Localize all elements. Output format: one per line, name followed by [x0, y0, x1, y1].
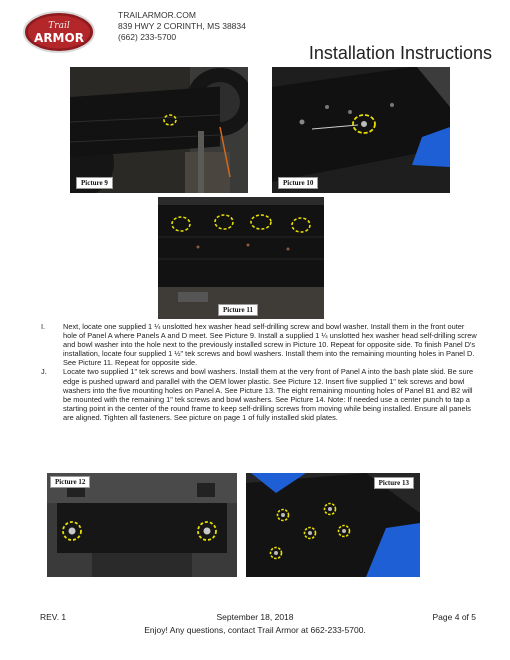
photo-picture-13: [246, 473, 420, 577]
step-text: Next, locate one supplied 1 ¼ unslotted hex washer head self-drilling screw and bowl washer. Install them in the front outer hole of Panel A where Panels A and D meet. See Picture 9. Install a supplied 1 ¼ unslotted hex washer head self-drilling screw and bowl washer into the hole next to the previously installed screw in Picture 10. Repeat for opposite side. To finish Panel D's installation, locate four supplied 1 ½" tek screws and bowl washers. Install them into the remaining mounting holes in Panel D. See Picture 11. Repeat for opposite side.: [63, 322, 477, 368]
picture-10-caption: Picture 10: [278, 177, 318, 189]
step-text: Locate two supplied 1" tek screws and bowl washers. Install them at the very front of Panel A into the bash plate skid. Be sure edge is pushed upward and parallel with the OEM lower plastic. See Picture 12. Insert five supplied 1" tek screws and bowl washers into the five mounting holes on Panel A. See Picture 13. The eight remaining mounting holes of Panel B1 and B2 will be mounted with the remaining 1" tek screws and bowl washers. See Picture 14. Note: If needed use a center punch to tap a starting point in the center of the round frame to keep self-drilling screws from moving while being installed. Ensure all panels are aligned. Tighten all fasteners. See picture on page 1 of fully installed skid plates.: [63, 367, 474, 422]
step-letter: J.: [41, 367, 47, 377]
footer-page-number: Page 4 of 5: [432, 612, 476, 622]
step-letter: I.: [41, 322, 46, 331]
instruction-steps: [38, 322, 478, 422]
trail-armor-logo: [22, 10, 96, 54]
company-phone: (662) 233-5700: [118, 32, 177, 42]
picture-11-caption: Picture 11: [218, 304, 258, 316]
photo-picture-12: [47, 473, 237, 577]
footer-contact-note: Enjoy! Any questions, contact Trail Armor at 662-233-5700.: [144, 625, 366, 635]
photo-picture-10: [272, 67, 450, 193]
company-address: 839 HWY 2 CORINTH, MS 38834: [118, 21, 246, 31]
page-title: Installation Instructions: [308, 43, 492, 63]
picture-9-caption: Picture 9: [76, 177, 113, 189]
svg-text:Trail: Trail: [48, 21, 70, 31]
svg-text:ARMOR: ARMOR: [34, 31, 84, 45]
picture-12-caption: Picture 12: [50, 476, 90, 488]
company-website: TRAILARMOR.COM: [118, 10, 196, 20]
company-contact: [118, 10, 246, 43]
photo-picture-9: [70, 67, 248, 193]
photo-picture-11: [158, 197, 324, 319]
step-i: [38, 322, 478, 367]
footer-revision: REV. 1: [40, 612, 67, 622]
picture-13-caption: Picture 13: [374, 477, 414, 489]
footer-date: September 18, 2018: [216, 612, 294, 622]
step-j: [38, 367, 478, 422]
